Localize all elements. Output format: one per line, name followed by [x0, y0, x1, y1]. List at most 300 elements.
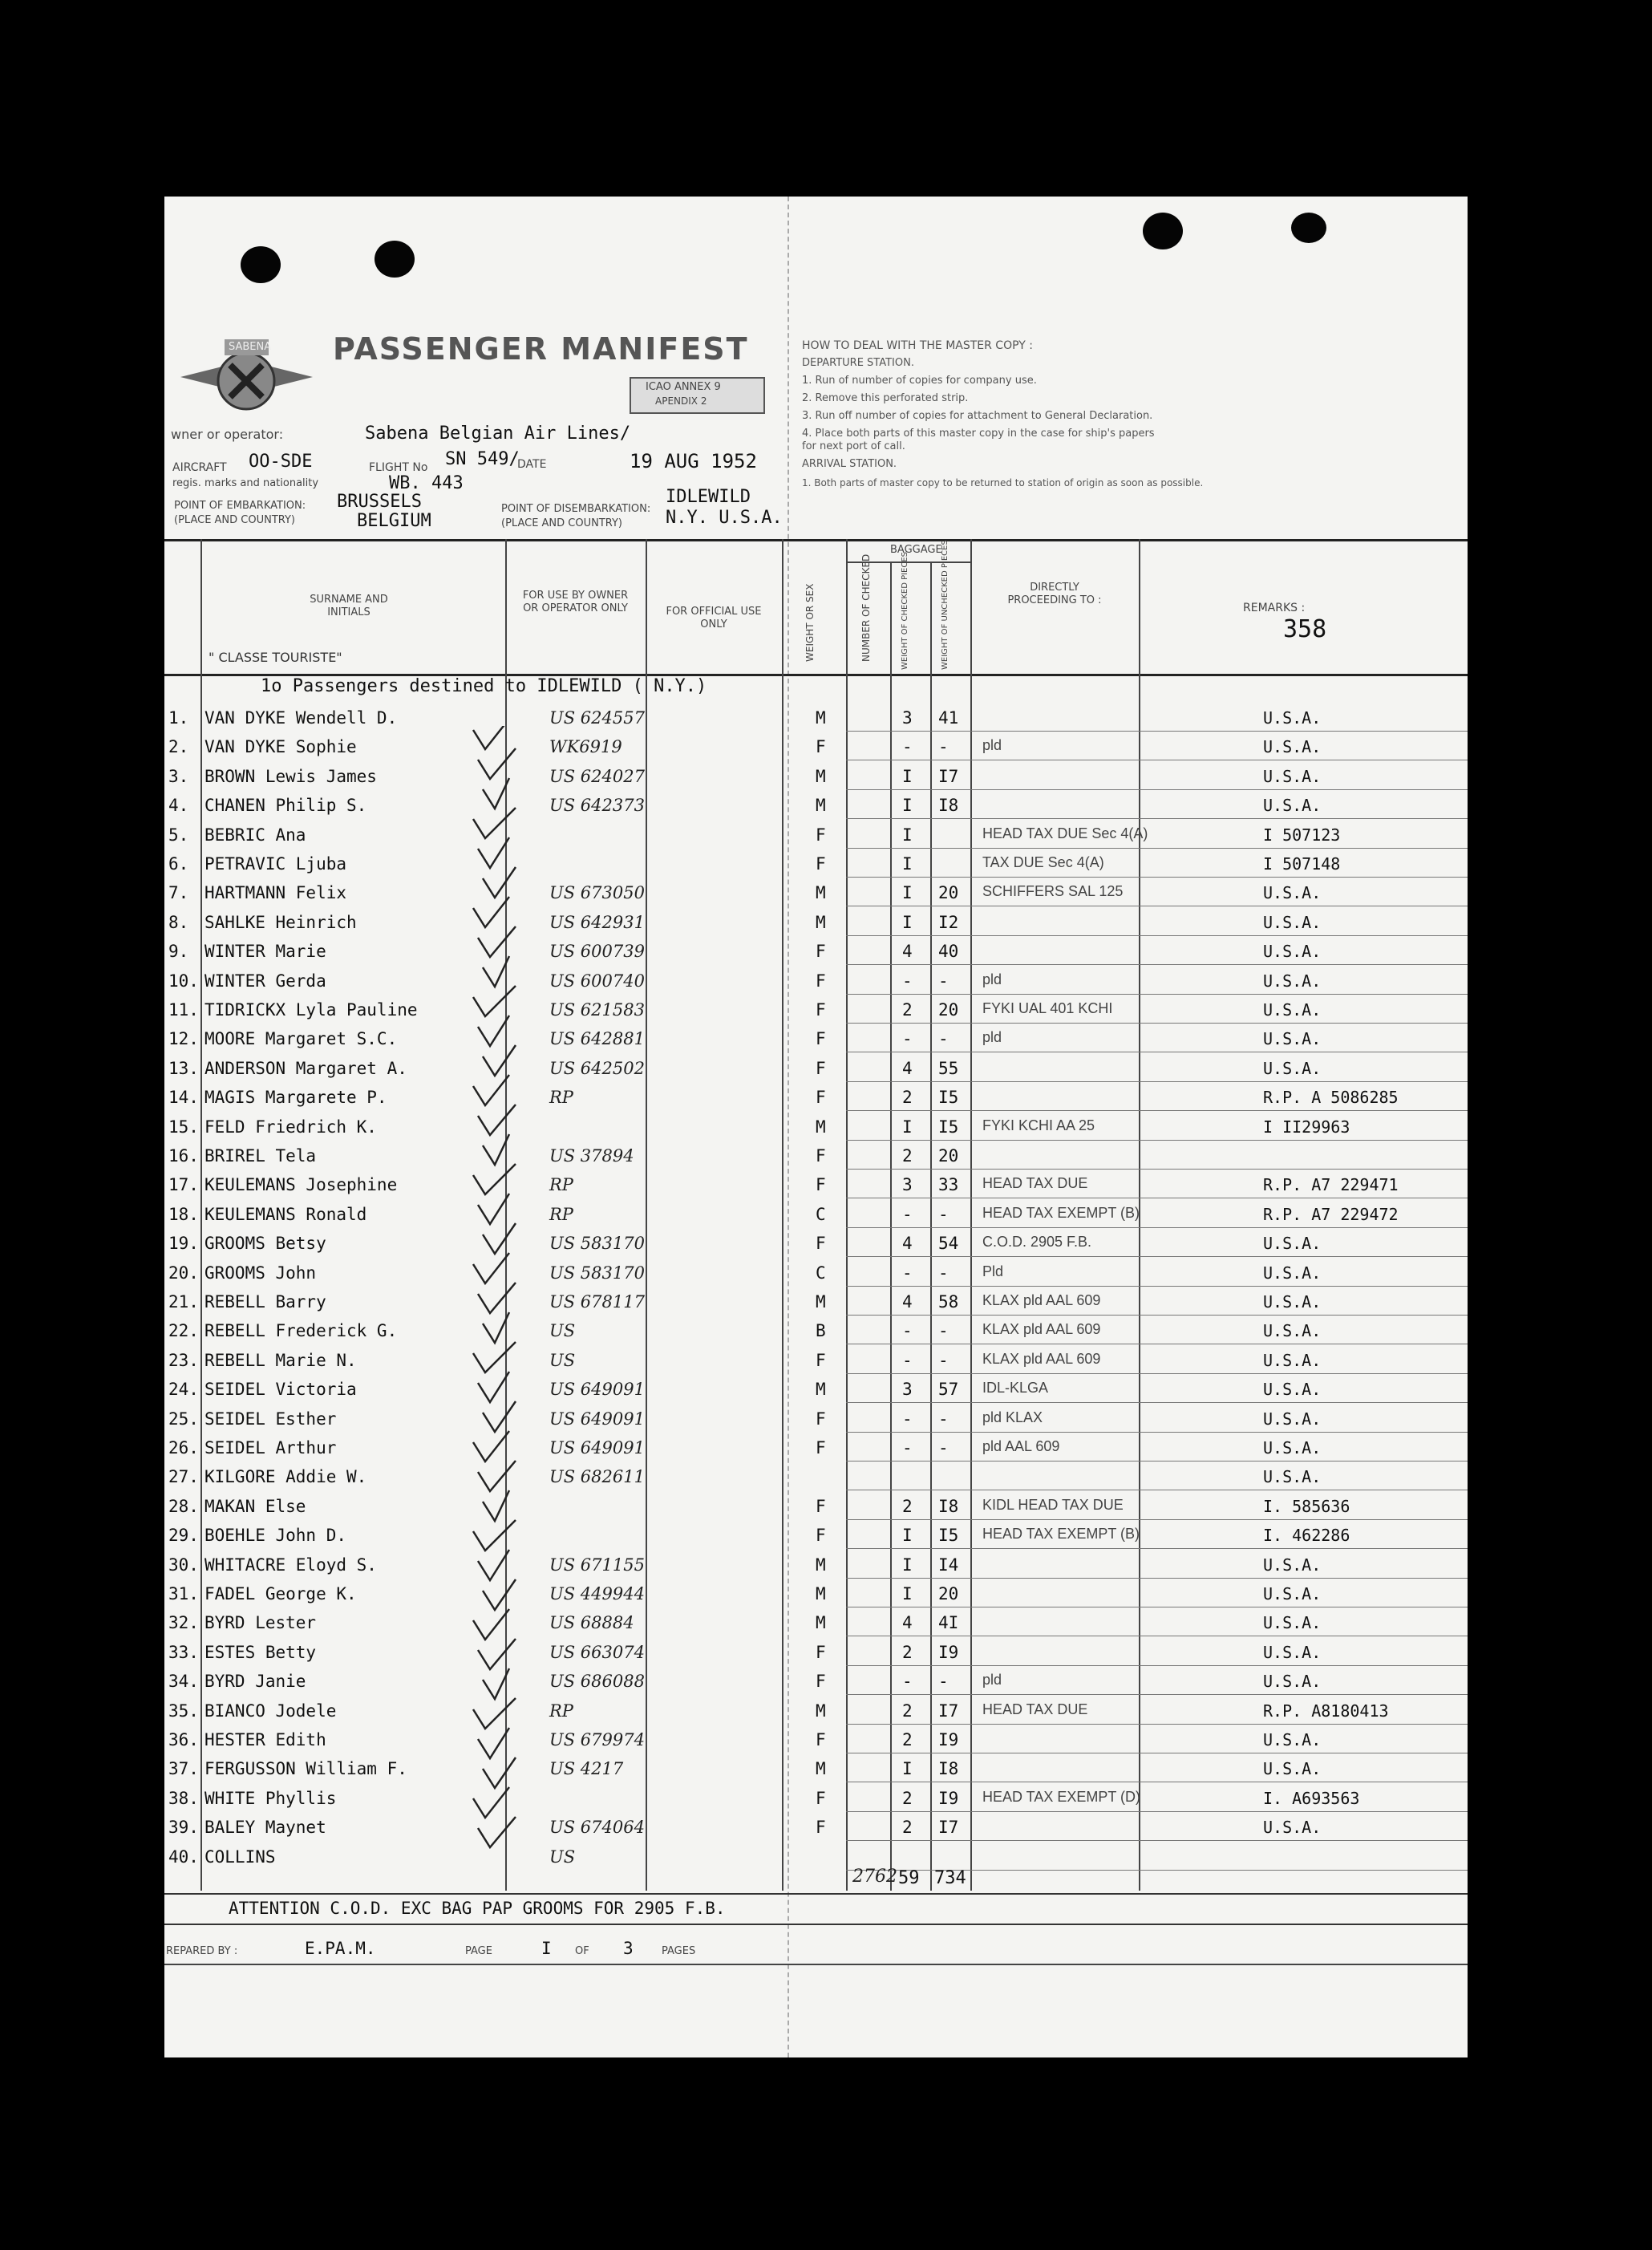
checked-pieces: I — [902, 825, 913, 845]
total-weight-sex: 2762 — [852, 1867, 897, 1887]
row-rule — [846, 1256, 1468, 1257]
remarks: U.S.A. — [1263, 737, 1322, 757]
col-header-surname: SURNAME AND INITIALS — [310, 594, 388, 618]
checked-pieces: - — [902, 971, 913, 991]
passport-number: US 649091 — [549, 1380, 645, 1400]
checked-pieces: - — [902, 1672, 913, 1692]
table-row — [164, 1141, 1468, 1170]
of-value: 3 — [623, 1939, 634, 1958]
checked-pieces: 2 — [902, 1818, 913, 1838]
table-row — [164, 1521, 1468, 1550]
remarks: U.S.A. — [1263, 1613, 1322, 1633]
table-row — [164, 995, 1468, 1024]
disembark-place: IDLEWILD — [666, 487, 751, 507]
passenger-name: REBELL Frederick G. — [204, 1321, 398, 1341]
owner-value: Sabena Belgian Air Lines/ — [365, 424, 631, 444]
passenger-name: REBELL Barry — [204, 1292, 326, 1311]
date-label: DATE — [517, 458, 547, 471]
checked-weight: I9 — [938, 1788, 959, 1808]
passport-number: US — [549, 1321, 576, 1341]
row-number: 20. — [168, 1263, 199, 1283]
checked-weight: I7 — [938, 766, 959, 786]
icao-annex: ICAO ANNEX 9 — [646, 381, 721, 393]
passport-number: US 678117 — [549, 1292, 645, 1311]
checked-pieces: I — [902, 1526, 913, 1546]
sex: M — [816, 1584, 826, 1603]
checked-pieces: I — [902, 766, 913, 786]
checked-weight: 41 — [938, 708, 959, 728]
row-number: 31. — [168, 1584, 199, 1603]
col-header-weight-unchecked: WEIGHT OF UNCHECKED PIECES — [941, 540, 949, 670]
row-number: 21. — [168, 1292, 199, 1311]
table-row — [164, 1579, 1468, 1608]
row-rule — [846, 1578, 1468, 1579]
passport-number: US 600739 — [549, 942, 645, 962]
total-weight: 734 — [934, 1868, 966, 1888]
row-rule — [846, 1402, 1468, 1403]
passport-number: RP — [549, 1204, 573, 1224]
checked-pieces: I — [902, 854, 913, 874]
passport-number: RP — [549, 1701, 573, 1721]
instruction-2: 2. Remove this perforated strip. — [802, 392, 969, 404]
checked-pieces: - — [902, 1204, 913, 1224]
passenger-name: CHANEN Philip S. — [204, 796, 367, 816]
sex: F — [816, 1526, 826, 1546]
proceeding-to: KLAX pld AAL 609 — [982, 1292, 1101, 1308]
proceeding-to: C.O.D. 2905 F.B. — [982, 1234, 1092, 1251]
checked-pieces: 3 — [902, 1380, 913, 1400]
row-rule — [846, 1724, 1468, 1725]
prepared-value: E.PA.M. — [305, 1939, 376, 1958]
row-rule — [846, 848, 1468, 849]
page-value: I — [541, 1939, 552, 1958]
remarks: U.S.A. — [1263, 1380, 1322, 1400]
remarks: U.S.A. — [1263, 1029, 1322, 1049]
checked-weight: - — [938, 1321, 949, 1341]
remarks: R.P. A7 229472 — [1263, 1204, 1399, 1224]
row-rule — [846, 994, 1468, 995]
passport-number: US — [549, 1350, 576, 1370]
remarks: U.S.A. — [1263, 1234, 1322, 1254]
row-number: 37. — [168, 1759, 199, 1779]
remarks: R.P. A7 229471 — [1263, 1175, 1399, 1195]
remarks: R.P. A8180413 — [1263, 1701, 1389, 1721]
table-row — [164, 1638, 1468, 1667]
punch-hole-3 — [1143, 213, 1183, 249]
passenger-name: SEIDEL Arthur — [204, 1438, 337, 1457]
remarks: U.S.A. — [1263, 1000, 1322, 1020]
passenger-name: KILGORE Addie W. — [204, 1467, 367, 1487]
passport-number: RP — [549, 1088, 573, 1108]
table-row — [164, 849, 1468, 878]
passport-number: US 679974 — [549, 1730, 645, 1749]
remarks: I. 462286 — [1263, 1526, 1350, 1546]
sex: M — [816, 796, 826, 816]
checked-weight: 20 — [938, 1584, 959, 1603]
row-number: 7. — [168, 883, 189, 903]
row-number: 16. — [168, 1146, 199, 1166]
sex: M — [816, 1555, 826, 1575]
remarks: U.S.A. — [1263, 1263, 1322, 1283]
passenger-name: KEULEMANS Ronald — [204, 1204, 367, 1224]
passport-number: US 621583 — [549, 1000, 645, 1020]
checked-pieces: 2 — [902, 1088, 913, 1108]
row-number: 8. — [168, 912, 189, 932]
passenger-name: BYRD Janie — [204, 1672, 306, 1692]
aircraft-label: AIRCRAFT — [172, 461, 227, 474]
passenger-name: GROOMS John — [204, 1263, 317, 1283]
passport-number: US 624027 — [549, 766, 645, 786]
date-value: 19 AUG 1952 — [630, 450, 757, 472]
passenger-name: BEBRIC Ana — [204, 825, 306, 845]
disembark-sub: (PLACE AND COUNTRY) — [501, 517, 623, 529]
row-number: 36. — [168, 1730, 199, 1749]
table-row — [164, 908, 1468, 937]
sex: F — [816, 1438, 826, 1457]
logo-text: SABENA — [229, 341, 272, 353]
remarks: U.S.A. — [1263, 912, 1322, 932]
punch-hole-1 — [241, 246, 281, 283]
passport-number: US 674064 — [549, 1818, 645, 1838]
passenger-name: MOORE Margaret S.C. — [204, 1029, 398, 1049]
row-rule — [846, 1665, 1468, 1666]
footer-rule — [164, 1924, 1468, 1925]
sex: F — [816, 1058, 826, 1078]
table-row — [164, 1229, 1468, 1258]
proceeding-to: HEAD TAX DUE Sec 4(A) — [982, 825, 1148, 841]
passport-number: US 583170 — [549, 1234, 645, 1254]
checked-pieces: - — [902, 1409, 913, 1429]
sex: F — [816, 1496, 826, 1516]
sex: F — [816, 1000, 826, 1020]
table-row — [164, 1170, 1468, 1199]
proceeding-to: FYKI UAL 401 KCHI — [982, 1000, 1113, 1016]
remarks: U.S.A. — [1263, 1058, 1322, 1078]
passenger-name: WINTER Marie — [204, 942, 326, 962]
sex: F — [816, 1788, 826, 1808]
remarks: U.S.A. — [1263, 766, 1322, 786]
sex: M — [816, 766, 826, 786]
passport-number: US 642931 — [549, 912, 645, 932]
flight-value: SN 549/ — [445, 449, 520, 469]
section-title: 1o Passengers destined to IDLEWILD ( N.Y.) — [261, 676, 707, 696]
table-row — [164, 1113, 1468, 1141]
table-row — [164, 791, 1468, 820]
proceeding-to: SCHIFFERS SAL 125 — [982, 883, 1124, 900]
passport-number: US 624557 — [549, 708, 645, 728]
checked-pieces: 4 — [902, 1058, 913, 1078]
sex: F — [816, 854, 826, 874]
proceeding-to: HEAD TAX EXEMPT (B) — [982, 1204, 1140, 1221]
remarks: U.S.A. — [1263, 1759, 1322, 1779]
arrival-instruction: 1. Both parts of master copy to be returned to station of origin as soon as possible. — [802, 477, 1204, 489]
passenger-name: REBELL Marie N. — [204, 1350, 357, 1370]
checked-weight: 57 — [938, 1380, 959, 1400]
footer-bottom-rule — [164, 1964, 1468, 1965]
table-row — [164, 1813, 1468, 1842]
passport-number: US 68884 — [549, 1613, 634, 1633]
row-number: 13. — [168, 1058, 199, 1078]
table-row — [164, 1754, 1468, 1783]
checked-pieces: I — [902, 883, 913, 903]
sex: F — [816, 1642, 826, 1662]
checked-pieces: 4 — [902, 942, 913, 962]
remarks: U.S.A. — [1263, 1555, 1322, 1575]
checked-pieces: I — [902, 1759, 913, 1779]
row-number: 4. — [168, 796, 189, 816]
remarks: U.S.A. — [1263, 1672, 1322, 1692]
checked-pieces: I — [902, 1117, 913, 1137]
registration-label: regis. marks and nationality — [172, 477, 319, 489]
checked-pieces: 2 — [902, 1000, 913, 1020]
checked-pieces: 3 — [902, 708, 913, 728]
table-row — [164, 1725, 1468, 1754]
instruction-4b: for next port of call. — [802, 440, 905, 452]
passenger-name: SEIDEL Esther — [204, 1409, 337, 1429]
remarks: I II29963 — [1263, 1117, 1350, 1137]
proceeding-to: KLAX pld AAL 609 — [982, 1350, 1101, 1367]
remarks: U.S.A. — [1263, 1292, 1322, 1311]
manifest-number: 358 — [1283, 615, 1327, 643]
passport-number: US 642881 — [549, 1029, 645, 1049]
row-number: 3. — [168, 766, 189, 786]
checked-pieces: 2 — [902, 1146, 913, 1166]
sabena-logo — [180, 333, 313, 421]
checked-weight: - — [938, 1350, 949, 1370]
checked-weight: 58 — [938, 1292, 959, 1311]
disembark-country: N.Y. U.S.A. — [666, 508, 783, 528]
remarks: U.S.A. — [1263, 1818, 1322, 1838]
passport-number: US 649091 — [549, 1438, 645, 1457]
sex: M — [816, 912, 826, 932]
icao-box — [630, 377, 765, 414]
remarks: U.S.A. — [1263, 1350, 1322, 1370]
sex: F — [816, 737, 826, 757]
row-number: 1. — [168, 708, 189, 728]
proceeding-to: KLAX pld AAL 609 — [982, 1321, 1101, 1338]
passport-number: US 449944 — [549, 1584, 645, 1603]
col-header-weight-checked: WEIGHT OF CHECKED PIECES — [901, 551, 909, 670]
checked-weight: I9 — [938, 1730, 959, 1749]
sex: F — [816, 1029, 826, 1049]
sex: F — [816, 1730, 826, 1749]
sex: F — [816, 1350, 826, 1370]
checked-pieces: - — [902, 1350, 913, 1370]
proceeding-to: FYKI KCHI AA 25 — [982, 1117, 1095, 1133]
row-number: 17. — [168, 1175, 199, 1195]
row-number: 32. — [168, 1613, 199, 1633]
remarks: I 507148 — [1263, 854, 1341, 874]
passenger-name: FERGUSSON William F. — [204, 1759, 407, 1779]
passenger-name: BALEY Maynet — [204, 1818, 326, 1838]
proceeding-to: HEAD TAX DUE — [982, 1701, 1088, 1717]
checked-pieces: 3 — [902, 1175, 913, 1195]
table-row — [164, 1024, 1468, 1053]
row-number: 19. — [168, 1234, 199, 1254]
instructions-arrival: ARRIVAL STATION. — [802, 458, 897, 470]
sex: F — [816, 1234, 826, 1254]
instruction-3: 3. Run off number of copies for attachment to General Declaration. — [802, 410, 1153, 422]
checked-pieces: 4 — [902, 1292, 913, 1311]
col-header-official: FOR OFFICIAL USE ONLY — [666, 606, 762, 630]
checked-pieces: 2 — [902, 1642, 913, 1662]
sex: M — [816, 883, 826, 903]
row-rule — [846, 1169, 1468, 1170]
proceeding-to: HEAD TAX EXEMPT (B) — [982, 1526, 1140, 1543]
remarks: U.S.A. — [1263, 1584, 1322, 1603]
checked-weight: 33 — [938, 1175, 959, 1195]
icao-apendix: APENDIX 2 — [655, 395, 707, 407]
col-header-directly: DIRECTLY PROCEEDING TO : — [1007, 582, 1102, 606]
row-number: 6. — [168, 854, 189, 874]
checked-weight: 4I — [938, 1613, 959, 1633]
table-row — [164, 1083, 1468, 1112]
row-number: 9. — [168, 942, 189, 962]
checked-pieces: - — [902, 1321, 913, 1341]
table-row — [164, 1316, 1468, 1345]
passport-number: US 671155 — [549, 1555, 645, 1575]
checked-weight: I4 — [938, 1555, 959, 1575]
sex: F — [816, 1088, 826, 1108]
passport-number: US 686088 — [549, 1672, 645, 1692]
col-header-owner: FOR USE BY OWNER OR OPERATOR ONLY — [522, 590, 629, 614]
instructions-departure: DEPARTURE STATION. — [802, 357, 914, 369]
table-row — [164, 703, 1468, 732]
passenger-name: VAN DYKE Wendell D. — [204, 708, 398, 728]
row-number: 39. — [168, 1818, 199, 1838]
row-number: 28. — [168, 1496, 199, 1516]
row-number: 18. — [168, 1204, 199, 1224]
remarks: U.S.A. — [1263, 883, 1322, 903]
checked-weight: - — [938, 1438, 949, 1457]
row-rule — [846, 1694, 1468, 1695]
checked-weight: I2 — [938, 912, 959, 932]
passport-number: US 682611 — [549, 1467, 645, 1487]
sex: M — [816, 708, 826, 728]
passenger-name: WHITE Phyllis — [204, 1788, 337, 1808]
row-rule — [846, 935, 1468, 936]
row-number: 22. — [168, 1321, 199, 1341]
passenger-name: COLLINS — [204, 1847, 276, 1867]
row-number: 5. — [168, 825, 189, 845]
passenger-name: ESTES Betty — [204, 1642, 317, 1662]
passenger-name: BIANCO Jodele — [204, 1701, 337, 1721]
row-rule — [846, 1081, 1468, 1082]
remarks: U.S.A. — [1263, 708, 1322, 728]
row-rule — [846, 1840, 1468, 1841]
passenger-name: VAN DYKE Sophie — [204, 737, 357, 757]
row-rule — [846, 818, 1468, 819]
row-rule — [846, 1140, 1468, 1141]
checked-weight: - — [938, 737, 949, 757]
sex: M — [816, 1701, 826, 1721]
passenger-name: SEIDEL Victoria — [204, 1380, 357, 1400]
manifest-title: PASSENGER MANIFEST — [333, 331, 749, 367]
passenger-name: MAKAN Else — [204, 1496, 306, 1516]
passport-number: US 642502 — [549, 1058, 645, 1078]
row-number: 38. — [168, 1788, 199, 1808]
sex: M — [816, 1380, 826, 1400]
row-rule — [846, 1811, 1468, 1812]
sex: M — [816, 1117, 826, 1137]
passport-number: US 583170 — [549, 1263, 645, 1283]
checked-pieces: I — [902, 1555, 913, 1575]
punch-hole-2 — [375, 241, 415, 278]
table-row — [164, 1259, 1468, 1287]
col-header-remarks: REMARKS : — [1243, 602, 1306, 614]
sex: B — [816, 1321, 826, 1341]
checked-weight: - — [938, 1672, 949, 1692]
checked-weight: I7 — [938, 1701, 959, 1721]
checked-pieces: - — [902, 737, 913, 757]
checked-weight: - — [938, 1029, 949, 1049]
passport-number: US 673050 — [549, 883, 645, 903]
row-rule — [846, 1227, 1468, 1228]
row-rule — [846, 1548, 1468, 1549]
table-row — [164, 1843, 1468, 1871]
checked-weight: 40 — [938, 942, 959, 962]
table-row — [164, 1054, 1468, 1083]
checked-pieces: 4 — [902, 1613, 913, 1633]
owner-label: wner or operator: — [171, 427, 284, 442]
aircraft-value: OO-SDE — [249, 452, 313, 472]
col-header-weight-sex: WEIGHT OR SEX — [804, 583, 816, 662]
row-number: 14. — [168, 1088, 199, 1108]
row-rule — [846, 1110, 1468, 1111]
checked-weight: I9 — [938, 1642, 959, 1662]
row-number: 33. — [168, 1642, 199, 1662]
prepared-label: REPARED BY : — [166, 1945, 238, 1957]
checked-weight: I5 — [938, 1526, 959, 1546]
table-row — [164, 732, 1468, 761]
checked-weight: - — [938, 1409, 949, 1429]
embark-label: POINT OF EMBARKATION: — [174, 500, 306, 512]
row-number: 2. — [168, 737, 189, 757]
row-number: 27. — [168, 1467, 199, 1487]
sex: F — [816, 825, 826, 845]
checked-pieces: I — [902, 912, 913, 932]
checked-weight: I8 — [938, 1759, 959, 1779]
checked-pieces: - — [902, 1438, 913, 1457]
manifest-sheet — [164, 197, 1468, 2057]
remarks: U.S.A. — [1263, 971, 1322, 991]
passenger-name: HARTMANN Felix — [204, 883, 347, 903]
row-number: 40. — [168, 1847, 199, 1867]
remarks: U.S.A. — [1263, 942, 1322, 962]
remarks: U.S.A. — [1263, 796, 1322, 816]
remarks: U.S.A. — [1263, 1409, 1322, 1429]
passenger-name: MAGIS Margarete P. — [204, 1088, 387, 1108]
table-row — [164, 1697, 1468, 1725]
passport-number: US — [549, 1847, 576, 1867]
checked-weight: 54 — [938, 1234, 959, 1254]
table-row — [164, 937, 1468, 966]
instruction-4: 4. Place both parts of this master copy in the case for ship's papers — [802, 428, 1155, 440]
row-number: 23. — [168, 1350, 199, 1370]
checked-weight: - — [938, 1263, 949, 1283]
sex: F — [816, 1146, 826, 1166]
pages-label: PAGES — [662, 1945, 696, 1957]
checked-weight: - — [938, 1204, 949, 1224]
passenger-name: PETRAVIC Ljuba — [204, 854, 347, 874]
remarks: U.S.A. — [1263, 1438, 1322, 1457]
row-number: 30. — [168, 1555, 199, 1575]
sex: M — [816, 1613, 826, 1633]
proceeding-to: pld AAL 609 — [982, 1438, 1060, 1454]
sex: C — [816, 1263, 826, 1283]
instructions-title: HOW TO DEAL WITH THE MASTER COPY : — [802, 339, 1033, 352]
table-row — [164, 821, 1468, 849]
